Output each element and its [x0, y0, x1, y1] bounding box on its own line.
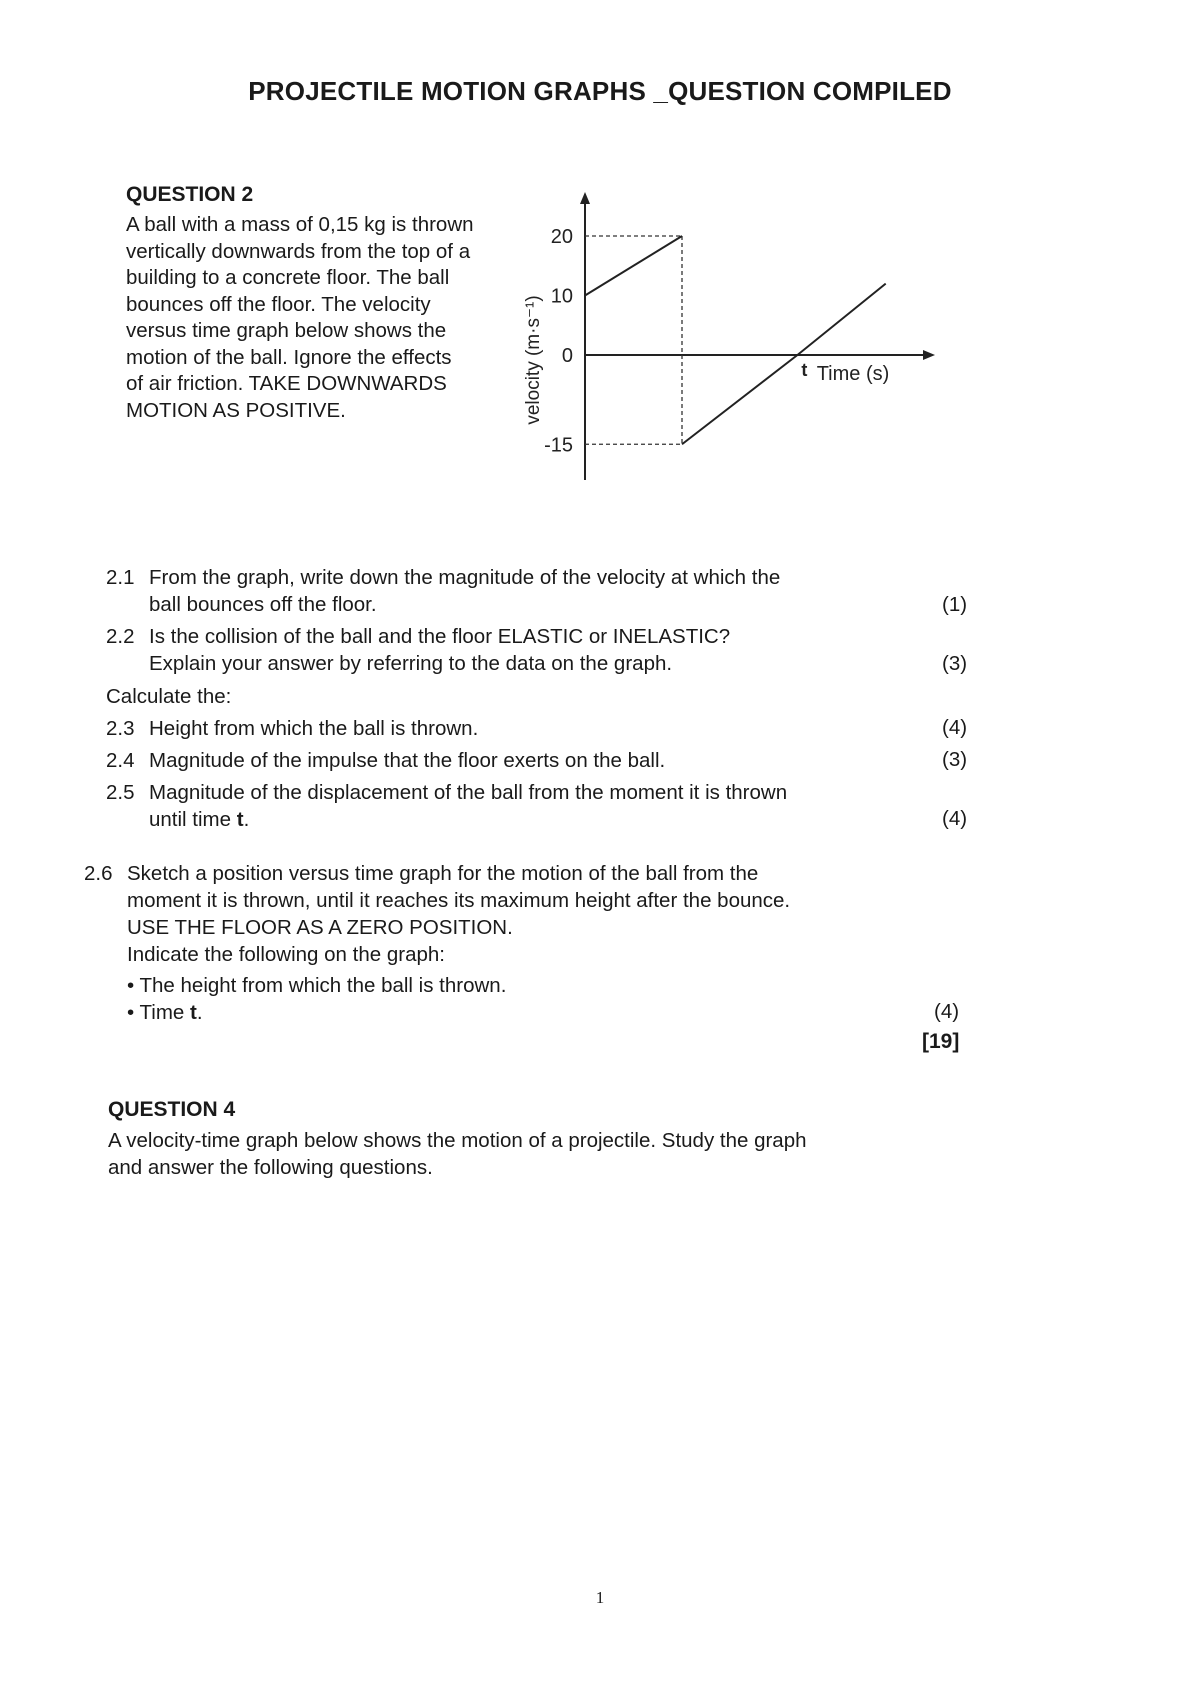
y-tick-label: 10 [550, 285, 573, 308]
page-title: PROJECTILE MOTION GRAPHS _QUESTION COMPILED [248, 76, 952, 106]
bullet-text: . [196, 1001, 203, 1024]
item-text: USE THE FLOOR AS A ZERO POSITION. [127, 916, 513, 939]
item-text: Is the collision of the ball and the floor ELASTIC or INELASTIC? [149, 625, 731, 648]
question-2-total: [19] [922, 1030, 960, 1053]
item-text-part: . [243, 808, 250, 831]
x-axis-label: Time (s) [816, 363, 890, 385]
intro-line: versus time graph below shows the [126, 319, 447, 342]
time-t-label: t [236, 808, 244, 831]
y-axis-label: velocity (m·s⁻¹) [523, 295, 544, 425]
marks-2-1: (1) [942, 593, 968, 616]
item-number: 2.4 [106, 749, 135, 772]
item-text-part: until time [149, 808, 237, 831]
intro-line: MOTION AS POSITIVE. [126, 398, 346, 422]
item-text: Height from which the ball is thrown. [149, 717, 479, 740]
question-2-1 [106, 564, 986, 618]
calculate-heading: Calculate the: [106, 685, 232, 708]
item-text: Explain your answer by referring to the data on the graph. [149, 652, 673, 675]
time-t-marker: t [801, 360, 808, 380]
question-2-4 [106, 747, 986, 774]
page-number: 1 [595, 1588, 605, 1607]
bullet-text: • Time [127, 1001, 190, 1024]
item-number: 2.6 [84, 862, 113, 885]
item-text: Sketch a position versus time graph for the motion of the ball from the [127, 862, 759, 885]
question-2-3 [106, 715, 986, 742]
intro-line: motion of the ball. Ignore the effects [126, 345, 452, 369]
question-2-6 [84, 860, 964, 1030]
item-text: ball bounces off the floor. [149, 593, 377, 616]
intro-line: of air friction. TAKE DOWNWARDS [126, 372, 447, 395]
item-text [149, 806, 249, 833]
marks-2-2: (3) [942, 652, 968, 675]
question-2-heading: QUESTION 2 [126, 183, 254, 206]
question-2-intro [126, 212, 474, 424]
item-text: moment it is thrown, until it reaches its maximum height after the bounce. [127, 889, 791, 912]
question-4-heading: QUESTION 4 [108, 1098, 236, 1121]
item-number: 2.5 [106, 781, 135, 804]
series-line-falling [585, 236, 682, 296]
item-number: 2.2 [106, 625, 135, 648]
intro-line: and answer the following questions. [108, 1155, 433, 1179]
intro-line: A velocity-time graph below shows the motion of a projectile. Study the graph [108, 1129, 807, 1152]
y-tick-label: 0 [561, 345, 573, 367]
item-text: Magnitude of the displacement of the ball from the moment it is thrown [149, 781, 788, 804]
x-axis-arrow [923, 350, 935, 360]
intro-line: A ball with a mass of 0,15 kg is thrown [126, 213, 474, 236]
item-text: Indicate the following on the graph: [127, 943, 445, 966]
intro-line: building to a concrete floor. The ball [126, 266, 450, 289]
marks-2-5: (4) [942, 807, 968, 830]
bullet-item: • The height from which the ball is thrown. [127, 974, 507, 997]
intro-line: bounces off the floor. The velocity [126, 292, 431, 316]
time-t-label: t [190, 1001, 197, 1024]
y-tick-label: -15 [544, 434, 573, 457]
velocity-time-graph [515, 190, 945, 490]
intro-line: vertically downwards from the top of a [126, 239, 471, 263]
y-axis-arrow [580, 192, 590, 204]
question-2-2 [106, 623, 986, 677]
y-tick-label: 20 [550, 226, 573, 248]
marks-2-6: (4) [934, 1000, 960, 1023]
bullet-item [127, 999, 203, 1026]
item-text: From the graph, write down the magnitude of the velocity at which the [149, 566, 781, 589]
marks-2-4: (3) [942, 748, 968, 771]
item-text: Magnitude of the impulse that the floor exerts on the ball. [149, 749, 666, 772]
marks-2-3: (4) [942, 716, 968, 739]
question-2-5 [106, 779, 986, 833]
item-number: 2.1 [106, 566, 135, 589]
item-number: 2.3 [106, 717, 135, 740]
question-4-intro [108, 1128, 807, 1181]
